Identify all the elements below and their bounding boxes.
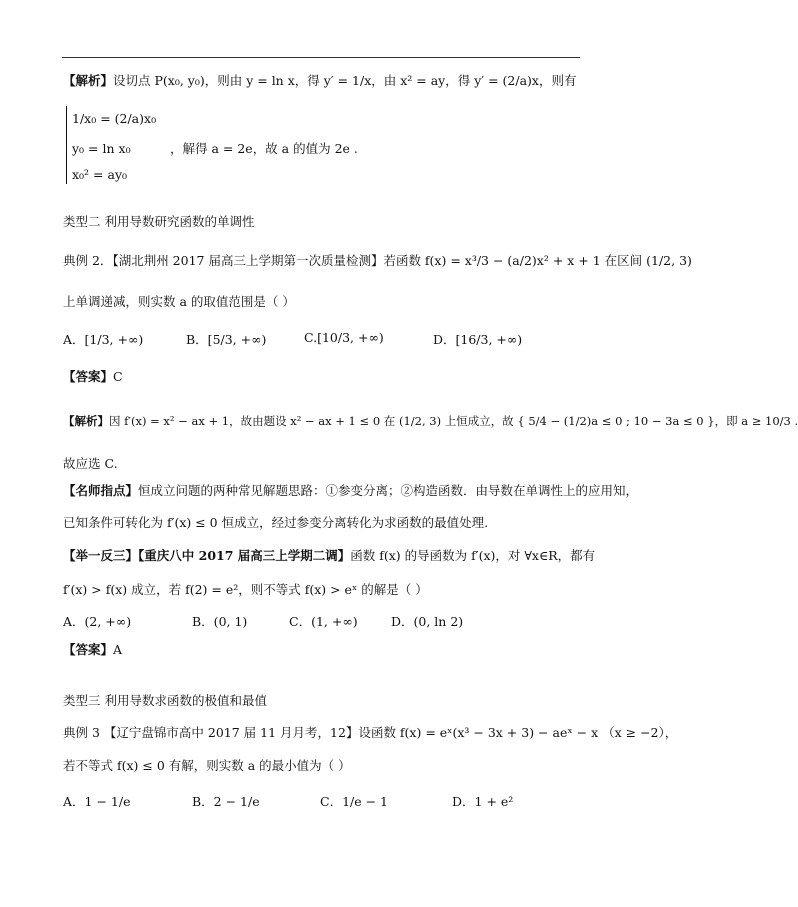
system-eq-1: 1/x₀ = (2/a)x₀ <box>72 111 157 126</box>
ex2-answer <box>63 368 123 386</box>
ex3-option-d: D．1 + e² <box>452 794 514 809</box>
section-title-type3: 类型三 利用导数求函数的极值和最值 <box>63 693 267 708</box>
practice-source: 【重庆八中 2017 届高三上学期二调】 <box>138 548 351 563</box>
practice-option-d: D．(0, ln 2) <box>391 614 464 629</box>
system-eq-2: y₀ = ln x₀ <box>72 141 131 156</box>
practice-line-2: f′(x) > f(x) 成立，若 f(2) = e²，则不等式 f(x) > eˣ 的解是（ ） <box>63 582 428 597</box>
example-2-text-1: 若函数 f(x) = x³/3 − (a/2)x² + x + 1 在区间 (1/2, 3) <box>383 253 692 268</box>
tip-label: 【名师指点】 <box>63 483 139 498</box>
ex2-tip-line-1 <box>63 482 638 500</box>
analysis-1-text: 设切点 P(x₀, y₀)，则由 y = ln x，得 y′ = 1/x，由 x² = ay，得 y′ = (2/a)x，则有 <box>113 73 577 88</box>
practice-answer <box>63 641 122 659</box>
example-3-label: 典例 3 <box>63 725 100 740</box>
ex3-option-b: B．2 − 1/e <box>192 794 260 809</box>
example-3-source: 【辽宁盘锦市高中 2017 届 11 月月考，12】 <box>103 725 359 740</box>
ex2-option-d: D．[16/3, +∞) <box>433 332 523 347</box>
practice-option-a: A．(2, +∞) <box>63 614 132 629</box>
example-2-label: 典例 2． <box>63 253 113 268</box>
example-2-line-1 <box>63 252 692 270</box>
analysis-1-result: ，解得 a = 2e，故 a 的值为 2e . <box>170 141 358 156</box>
ex3-option-c: C．1/e − 1 <box>320 794 388 809</box>
ex2-analysis <box>63 412 798 430</box>
ex2-tip-line-2: 已知条件可转化为 f′(x) ≤ 0 恒成立，经过参变分离转化为求函数的最值处理. <box>63 515 489 530</box>
example-3-line-1 <box>63 724 677 742</box>
practice-text-1: 函数 f(x) 的导函数为 f′(x)，对 ∀x∈R，都有 <box>350 548 596 563</box>
answer-label: 【答案】 <box>63 369 114 384</box>
section-title-type2: 类型二 利用导数研究函数的单调性 <box>63 214 255 229</box>
analysis-1-line <box>63 72 576 90</box>
header-rule <box>62 57 580 58</box>
example-2-line-2: 上单调递减，则实数 a 的取值范围是（ ） <box>63 294 295 309</box>
ex2-option-a: A．[1/3, +∞) <box>63 332 144 347</box>
answer-label: 【答案】 <box>63 642 114 657</box>
example-3-line-2: 若不等式 f(x) ≤ 0 有解，则实数 a 的最小值为（ ） <box>63 758 351 773</box>
ex2-analysis-text: 因 f′(x) = x² − ax + 1，故由题设 x² − ax + 1 ≤ 0 在 (1/2, 3) 上恒成立，故 { 5/4 − (1/2)a ≤ 0 ; 10 − 3a ≤ 0 }，即 a ≥ 10/3 . <box>109 414 798 428</box>
system-brace <box>66 106 67 184</box>
practice-label: 【举一反三】 <box>63 548 139 563</box>
answer-value: C <box>113 369 123 384</box>
answer-value: A <box>113 642 123 657</box>
tip-text-1: 恒成立问题的两种常见解题思路：①参变分离；②构造函数．由导数在单调性上的应用知， <box>138 483 639 498</box>
system-eq-3: x₀² = ay₀ <box>72 167 128 182</box>
practice-option-b: B．(0, 1) <box>192 614 248 629</box>
example-2-source: 【湖北荆州 2017 届高三上学期第一次质量检测】 <box>112 253 384 268</box>
analysis-label: 【解析】 <box>63 73 114 88</box>
analysis-label: 【解析】 <box>63 414 109 428</box>
ex2-option-c: C.[10/3, +∞) <box>304 330 384 345</box>
ex3-option-a: A．1 − 1/e <box>63 794 131 809</box>
ex2-option-b: B．[5/3, +∞) <box>186 332 267 347</box>
practice-line-1 <box>63 547 595 565</box>
practice-option-c: C．(1, +∞) <box>289 614 358 629</box>
example-3-text-1: 设函数 f(x) = eˣ(x³ − 3x + 3) − aeˣ − x （x ≥ −2）， <box>358 725 678 740</box>
ex2-conclusion: 故应选 C. <box>63 456 118 471</box>
